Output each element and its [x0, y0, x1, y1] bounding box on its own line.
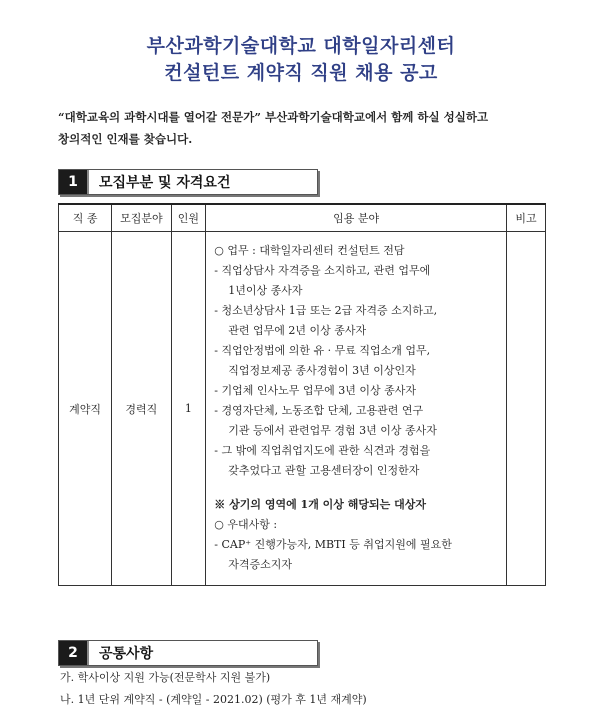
duty-line: 1년이상 종사자 — [228, 284, 303, 297]
duty-line: - 그 밖에 직업취업지도에 관한 식견과 경험을 — [214, 444, 431, 457]
common-item-1: 가. 학사이상 지원 가능(전문학사 지원 불가) — [60, 671, 271, 684]
header-job-type: 직 종 — [59, 204, 112, 232]
section-2-number: 2 — [59, 641, 89, 665]
duty-line: ○ 업무 : 대학일자리센터 컨설턴트 전담 — [214, 244, 405, 257]
preference-line: - CAP⁺ 진행가능자, MBTI 등 취업지원에 필요한 — [214, 538, 452, 551]
header-remark: 비고 — [507, 204, 546, 232]
requirements-table — [58, 203, 546, 586]
cell-job-type: 계약직 — [59, 232, 112, 586]
cell-remark — [507, 232, 546, 586]
eligibility-note: ※ 상기의 영역에 1개 이상 해당되는 대상자 — [214, 498, 426, 511]
intro-line-1: “대학교육의 과학시대를 열어갈 전문가” 부산과학기술대학교에서 함께 하실 성실하고 — [58, 110, 489, 124]
duty-line: - 직업상담사 자격증을 소지하고, 관련 업무에 — [214, 264, 431, 277]
duty-line: 기관 등에서 관련업무 경험 3년 이상 종사자 — [228, 424, 437, 437]
section-1-header — [58, 169, 318, 195]
section-2-header — [58, 640, 318, 666]
cell-field: 경력직 — [112, 232, 171, 586]
section-1-title: 모집부분 및 자격요건 — [99, 175, 231, 191]
duty-line: - 기업체 인사노무 업무에 3년 이상 종사자 — [214, 384, 417, 397]
header-field: 모집분야 — [112, 204, 171, 232]
header-count: 인원 — [171, 204, 206, 232]
duty-line: - 청소년상담사 1급 또는 2급 자격증 소지하고, — [214, 304, 438, 317]
preference-title: ○ 우대사항 : — [214, 518, 278, 531]
duty-line: - 경영자단체, 노동조합 단체, 고용관련 연구 — [214, 404, 424, 417]
cell-duty — [206, 232, 507, 586]
table-header-row — [59, 204, 546, 232]
preference-line: 자격증소지자 — [228, 558, 293, 571]
title-line-1: 부산과학기술대학교 대학일자리센터 — [146, 35, 456, 57]
table-row — [59, 232, 546, 586]
intro-line-2: 창의적인 인재를 찾습니다. — [58, 132, 193, 146]
title-line-2: 컨설턴트 계약직 직원 채용 공고 — [164, 62, 438, 84]
section-1-number: 1 — [59, 170, 89, 194]
section-2-title: 공통사항 — [99, 646, 154, 662]
duty-line: 갖추었다고 관할 고용센터장이 인정한자 — [228, 464, 420, 477]
duty-line: 관련 업무에 2년 이상 종사자 — [228, 324, 367, 337]
header-duty: 임용 분야 — [206, 204, 507, 232]
duty-line: 직업정보제공 종사경험이 3년 이상인자 — [228, 364, 416, 377]
cell-count: 1 — [171, 232, 206, 586]
common-item-2: 나. 1년 단위 계약직 - (계약일 - 2021.02) (평가 후 1년 재계약) — [60, 693, 367, 706]
duty-line: - 직업안정법에 의한 유 · 무료 직업소개 업무, — [214, 344, 431, 357]
intro-paragraph — [58, 106, 558, 150]
